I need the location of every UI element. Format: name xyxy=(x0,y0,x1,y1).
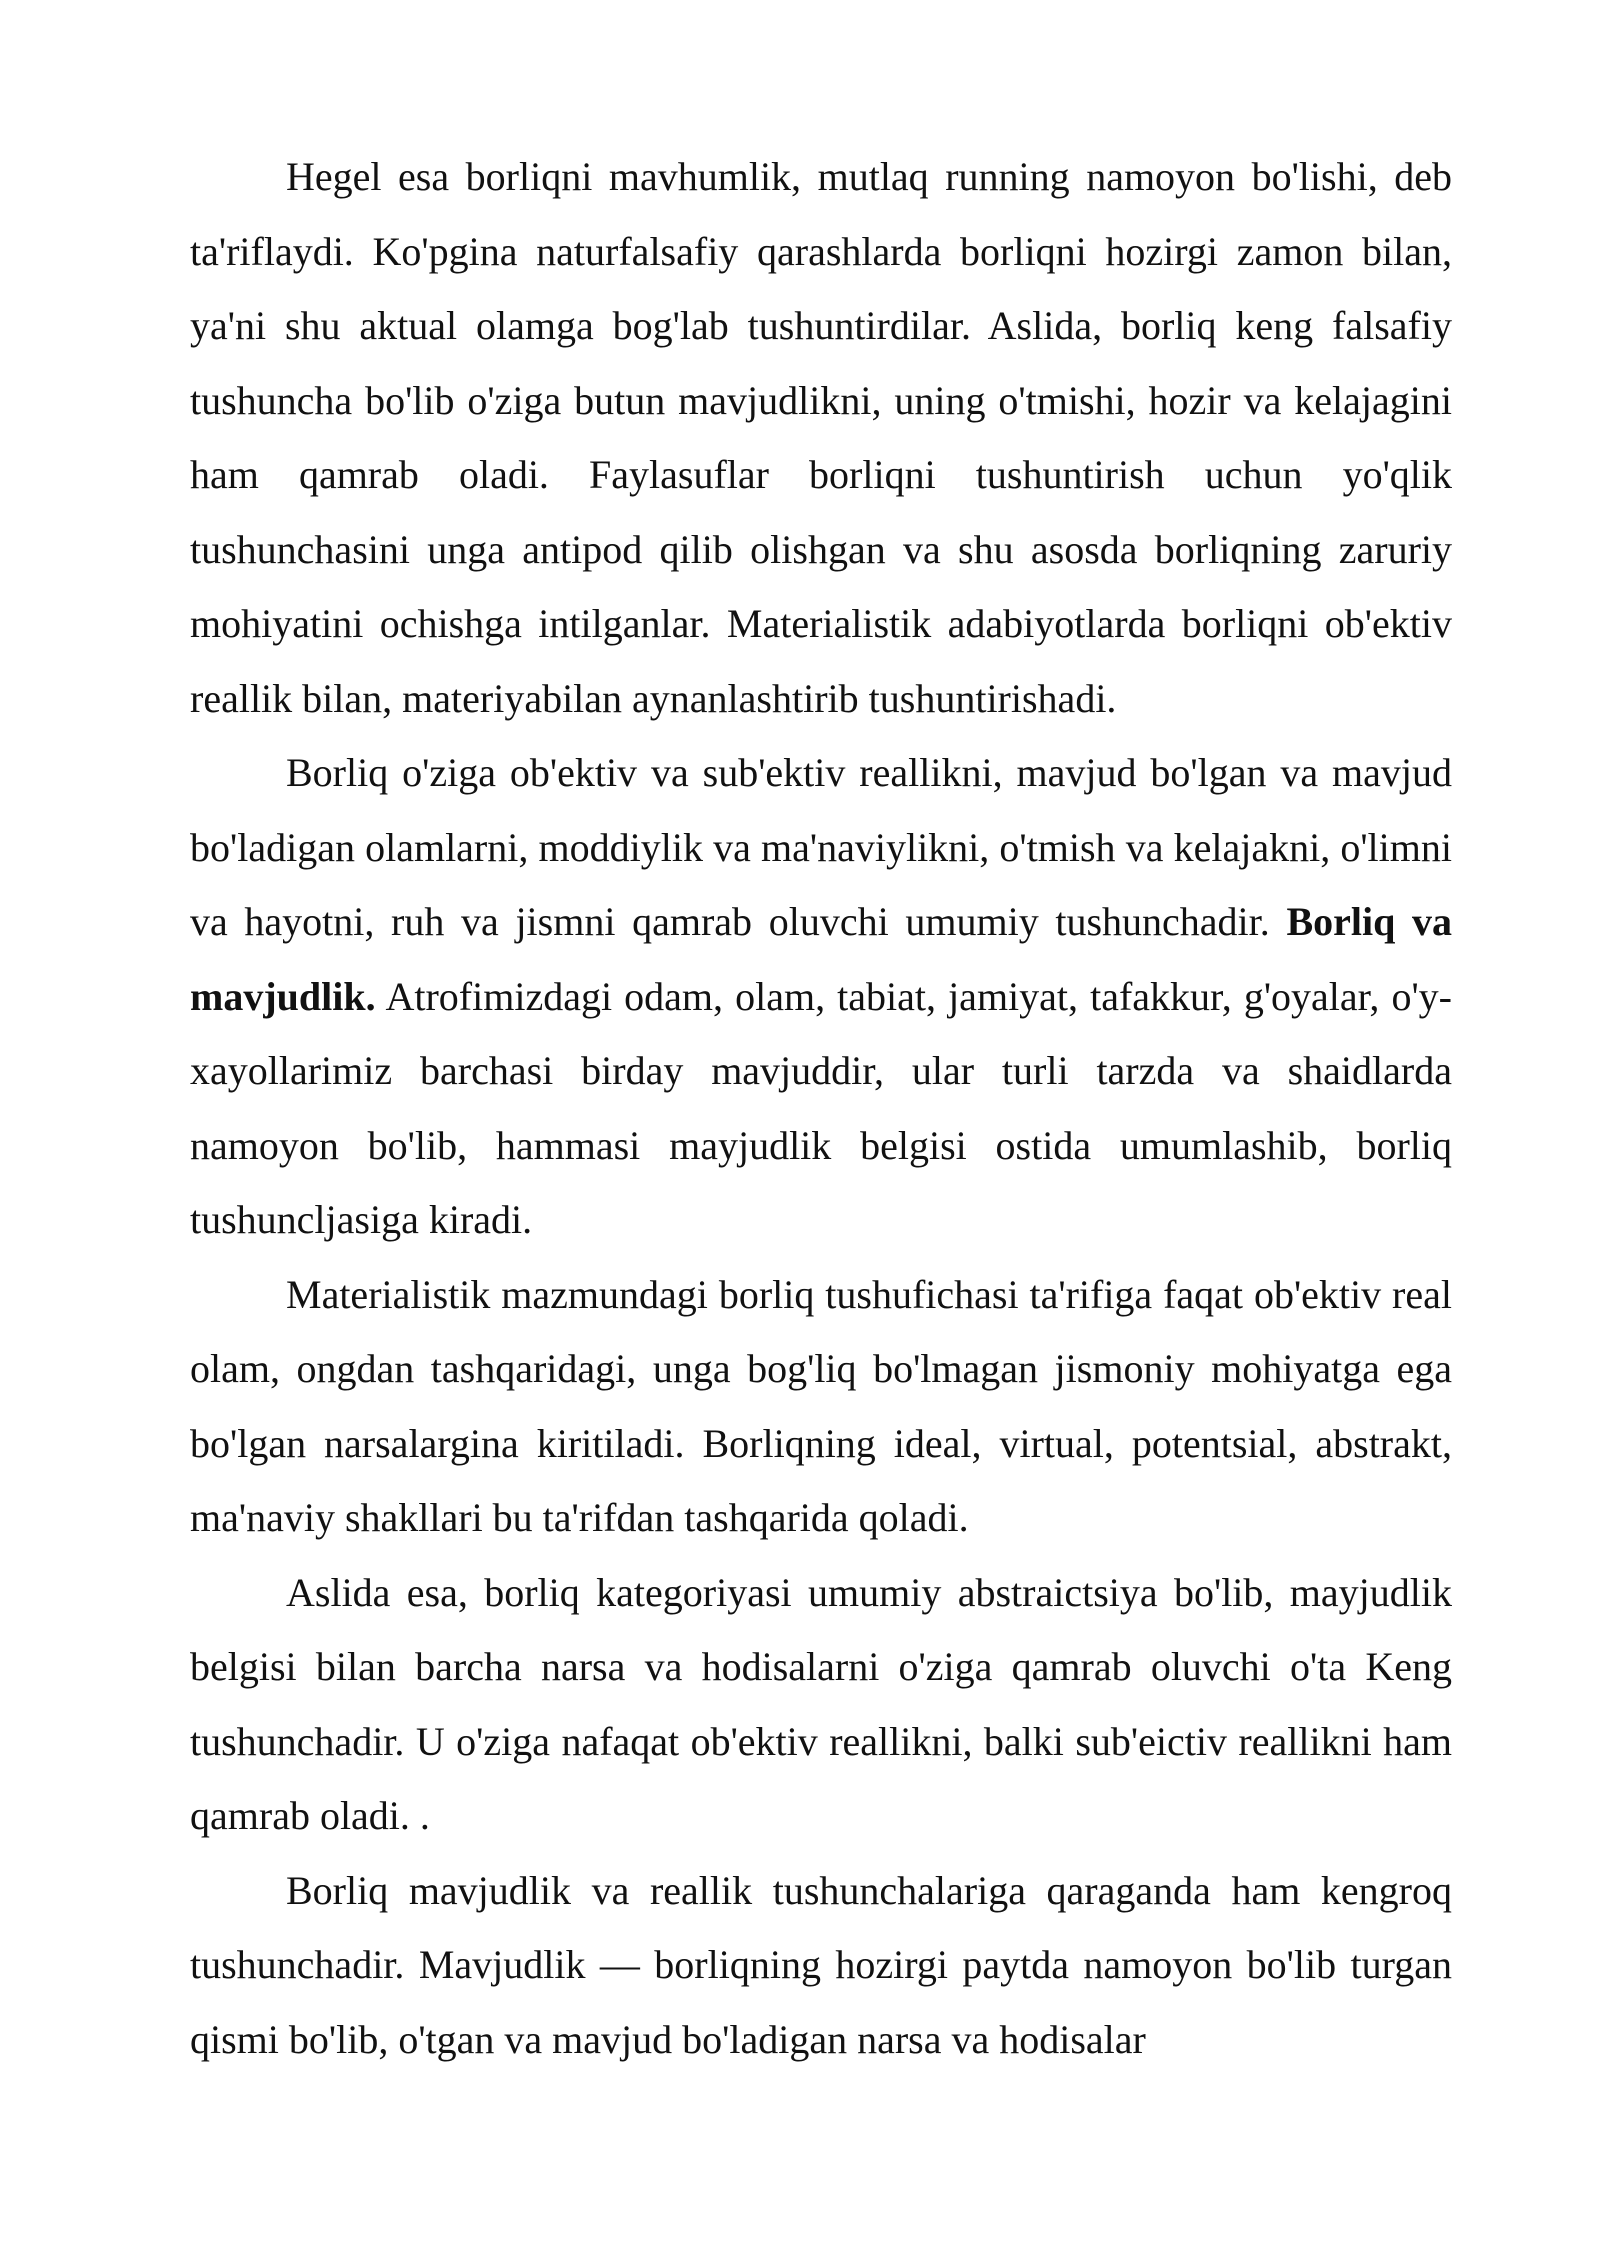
inline-heading-borliq-va-mavjudlik: Borliq va mavjudlik. xyxy=(190,899,1453,1019)
paragraph-borliq-definition xyxy=(190,736,1452,1258)
paragraph-text-after-heading: Atrofimizdagi odam, olam, tabiat, jamiyat, tafakkur, g'oyalar, o'y-xayollarimiz barchasi birday mavjuddir, ular turli tarzda va shaidlarda namoyon bo'lib, hammasi mayjudlik belgisi ostida umumlashib, borliq tushuncljasiga kiradi. xyxy=(190,973,1452,1242)
paragraph-reallik: Borliq mavjudlik va reallik tushunchalariga qaraganda ham kengroq tushunchadir. Mavjudlik — borliqning hozirgi paytda namoyon bo'lib turgan qismi bo'lib, o'tgan va mavjud bo'ladigan narsa va hodisalar xyxy=(190,1867,1452,2062)
paragraph-aslida: Aslida esa, borliq kategoriyasi umumiy abstraictsiya bo'lib, mayjudlik belgisi bilan barcha narsa va hodisalarni o'ziga qamrab oluvchi o'ta Keng tushunchadir. U o'ziga nafaqat ob'ektiv reallikni, balki sub'eictiv reallikni ham qamrab oladi. . xyxy=(190,1569,1452,1838)
paragraph-materialistik: Materialistik mazmundagi borliq tushufichasi ta'rifiga faqat ob'ektiv real olam, ongdan tashqaridagi, unga bog'liq bo'lmagan jismoniy mohiyatga ega bo'lgan narsalargina kiritiladi. Borliqning ideal, virtual, potentsial, abstrakt, ma'naviy shakllari bu ta'rifdan tashqarida qoladi. xyxy=(190,1271,1452,1540)
document-page xyxy=(190,140,1452,2077)
paragraph-text-before-heading: Borliq o'ziga ob'ektiv va sub'ektiv reallikni, mavjud bo'lgan va mavjud bo'ladigan olamlarni, moddiylik va ma'naviylikni, o'tmish va kelajakni, o'limni va hayotni, ruh va jismni qamrab oluvchi umumiy tushunchadir. xyxy=(190,750,1452,944)
paragraph-hegel: Hegel esa borliqni mavhumlik, mutlaq running namoyon bo'lishi, deb ta'riflaydi. Ko'pgina naturfalsafiy qarashlarda borliqni hozirgi zamon bilan, ya'ni shu aktual olamga bog'lab tushuntirdilar. Aslida, borliq keng falsafiy tushuncha bo'lib o'ziga butun mavjudlikni, uning o'tmishi, hozir va kelajagini ham qamrab oladi. Faylasuflar borliqni tushuntirish uchun yo'qlik tushunchasini unga antipod qilib olishgan va shu asosda borliqning zaruriy mohiyatini ochishga intilganlar. Materialistik adabiyotlarda borliqni ob'ektiv reallik bilan, materiyabilan aynanlashtirib tushuntirishadi. xyxy=(190,154,1452,721)
